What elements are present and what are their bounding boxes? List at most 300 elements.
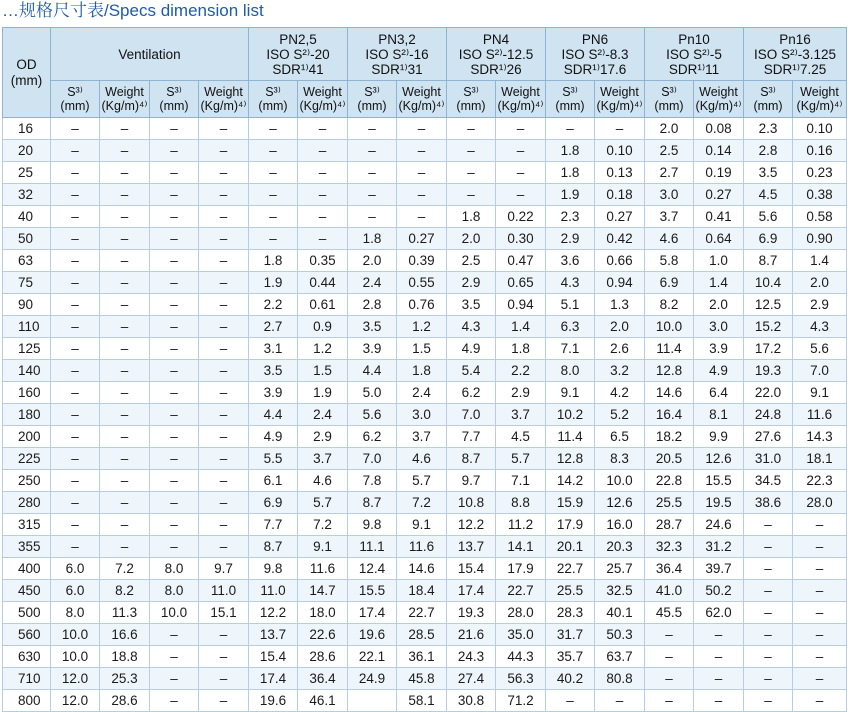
thickness-cell: –: [150, 162, 199, 184]
subheader-line: Weight: [600, 85, 639, 99]
thickness-cell: –: [150, 140, 199, 162]
weight-cell: 0.9: [298, 316, 348, 338]
table-row: [3, 118, 847, 140]
group-header-line: SDR¹⁾7.25: [763, 61, 827, 77]
weight-cell: –: [199, 536, 249, 558]
od-cell: 75: [3, 272, 51, 294]
weight-cell: 0.10: [595, 140, 645, 162]
thickness-cell: –: [744, 624, 793, 646]
thickness-cell: –: [348, 140, 397, 162]
weight-cell: 3.7: [397, 426, 447, 448]
weight-cell: –: [100, 316, 150, 338]
thickness-cell: –: [447, 184, 496, 206]
thickness-cell: –: [51, 206, 100, 228]
thickness-cell: 45.5: [645, 602, 694, 624]
weight-cell: 0.38: [793, 184, 847, 206]
group-header-line: SDR¹⁾11: [668, 61, 720, 77]
weight-cell: –: [199, 426, 249, 448]
group-header-line: PN2,5: [279, 31, 317, 47]
thickness-cell: 10.8: [447, 492, 496, 514]
weight-cell: 32.5: [595, 580, 645, 602]
thickness-cell: 4.9: [249, 426, 298, 448]
thickness-cell: –: [150, 272, 199, 294]
thickness-cell: 17.4: [447, 580, 496, 602]
od-cell: 140: [3, 360, 51, 382]
table-row: [3, 558, 847, 580]
thickness-cell: 31.7: [546, 624, 595, 646]
weight-cell: 28.0: [496, 602, 546, 624]
table-row: [3, 580, 847, 602]
thickness-cell: –: [51, 228, 100, 250]
weight-cell: –: [199, 118, 249, 140]
thickness-cell: 12.0: [51, 690, 100, 712]
thickness-cell: –: [150, 690, 199, 712]
table-row: [3, 668, 847, 690]
thickness-cell: –: [348, 206, 397, 228]
subheader-line: S³⁾: [463, 85, 479, 99]
weight-cell: –: [199, 316, 249, 338]
group-header-line: Pn16: [779, 31, 811, 47]
group-header-line: ISO S²⁾-12.5: [458, 46, 534, 62]
thickness-cell: –: [51, 448, 100, 470]
subheader-line: (Kg/m)⁴⁾: [695, 99, 742, 113]
weight-cell: –: [100, 294, 150, 316]
table-row: [3, 382, 847, 404]
thickness-cell: 2.7: [645, 162, 694, 184]
thickness-cell: –: [150, 316, 199, 338]
thickness-cell: 8.7: [348, 492, 397, 514]
thickness-cell: 15.9: [546, 492, 595, 514]
weight-cell: 6.5: [595, 426, 645, 448]
od-header-unit: (mm): [10, 72, 43, 88]
weight-cell: 2.0: [694, 294, 744, 316]
thickness-cell: 7.7: [447, 426, 496, 448]
thickness-cell: 7.0: [447, 404, 496, 426]
thickness-cell: 17.9: [546, 514, 595, 536]
table-row: [3, 602, 847, 624]
group-header-line: SDR¹⁾31: [371, 61, 423, 77]
weight-cell: 2.4: [397, 382, 447, 404]
weight-cell: 22.7: [496, 580, 546, 602]
thickness-cell: –: [150, 206, 199, 228]
group-header-line: PN6: [581, 31, 609, 47]
subheader-line: (Kg/m)⁴⁾: [596, 99, 643, 113]
thickness-cell: 4.3: [546, 272, 595, 294]
weight-cell: 36.1: [397, 646, 447, 668]
thickness-cell: 10.2: [546, 404, 595, 426]
thickness-cell: –: [348, 162, 397, 184]
weight-cell: 0.16: [793, 140, 847, 162]
weight-cell: 14.1: [496, 536, 546, 558]
thickness-cell: 1.9: [249, 272, 298, 294]
weight-cell: 1.2: [298, 338, 348, 360]
thickness-cell: 8.0: [51, 602, 100, 624]
weight-cell: 3.0: [694, 316, 744, 338]
weight-cell: 2.4: [298, 404, 348, 426]
thickness-cell: 5.4: [447, 360, 496, 382]
weight-cell: 19.5: [694, 492, 744, 514]
weight-cell: 3.0: [397, 404, 447, 426]
weight-cell: –: [199, 514, 249, 536]
od-cell: 125: [3, 338, 51, 360]
weight-cell: –: [199, 338, 249, 360]
thickness-cell: 32.3: [645, 536, 694, 558]
od-cell: 63: [3, 250, 51, 272]
weight-cell: –: [694, 668, 744, 690]
weight-cell: 0.30: [496, 228, 546, 250]
weight-cell: –: [793, 514, 847, 536]
thickness-cell: 3.9: [249, 382, 298, 404]
thickness-cell: 18.2: [645, 426, 694, 448]
weight-cell: 28.6: [100, 690, 150, 712]
thickness-cell: –: [348, 118, 397, 140]
weight-cell: 14.6: [397, 558, 447, 580]
weight-cell: 9.7: [199, 558, 249, 580]
group-header: [348, 28, 447, 81]
od-cell: 280: [3, 492, 51, 514]
thickness-cell: –: [51, 316, 100, 338]
thickness-header: [249, 81, 298, 118]
thickness-cell: 35.7: [546, 646, 595, 668]
subheader-line: (mm): [357, 99, 387, 113]
weight-cell: 2.6: [595, 338, 645, 360]
weight-cell: 0.58: [793, 206, 847, 228]
weight-cell: 0.66: [595, 250, 645, 272]
weight-header: [199, 81, 249, 118]
thickness-cell: 11.4: [645, 338, 694, 360]
thickness-cell: 2.2: [249, 294, 298, 316]
weight-cell: 5.7: [298, 492, 348, 514]
weight-cell: 12.6: [595, 492, 645, 514]
od-cell: 40: [3, 206, 51, 228]
thickness-cell: –: [150, 382, 199, 404]
thickness-cell: 7.1: [546, 338, 595, 360]
thickness-cell: 12.5: [744, 294, 793, 316]
weight-cell: 5.2: [595, 404, 645, 426]
group-header-line: Pn10: [678, 31, 710, 47]
weight-cell: –: [397, 162, 447, 184]
thickness-cell: –: [348, 184, 397, 206]
thickness-cell: –: [51, 382, 100, 404]
weight-cell: –: [199, 668, 249, 690]
thickness-cell: 3.9: [348, 338, 397, 360]
weight-cell: 16.6: [100, 624, 150, 646]
weight-cell: –: [595, 118, 645, 140]
od-cell: 355: [3, 536, 51, 558]
thickness-cell: –: [150, 250, 199, 272]
weight-cell: 14.3: [793, 426, 847, 448]
group-header: [447, 28, 546, 81]
thickness-cell: 12.8: [546, 448, 595, 470]
group-header: [249, 28, 348, 81]
weight-cell: 0.23: [793, 162, 847, 184]
subheader-line: Weight: [402, 85, 441, 99]
thickness-cell: 36.4: [645, 558, 694, 580]
thickness-cell: 4.9: [447, 338, 496, 360]
thickness-cell: 27.4: [447, 668, 496, 690]
group-header-line: PN4: [482, 31, 510, 47]
thickness-cell: 4.4: [348, 360, 397, 382]
thickness-cell: 7.0: [348, 448, 397, 470]
weight-cell: –: [199, 206, 249, 228]
page-title: …规格尺寸表/Specs dimension list: [2, 1, 264, 20]
weight-cell: –: [496, 140, 546, 162]
od-header: [3, 28, 51, 118]
thickness-cell: –: [150, 514, 199, 536]
group-header-line: ISO S²⁾-8.3: [561, 46, 629, 62]
thickness-cell: 8.0: [150, 558, 199, 580]
weight-cell: 4.3: [793, 316, 847, 338]
weight-cell: –: [199, 646, 249, 668]
weight-cell: –: [199, 140, 249, 162]
group-header-line: SDR¹⁾26: [470, 61, 522, 77]
thickness-cell: –: [150, 668, 199, 690]
thickness-cell: 2.3: [744, 118, 793, 140]
weight-cell: 0.35: [298, 250, 348, 272]
weight-cell: –: [100, 382, 150, 404]
weight-cell: 0.55: [397, 272, 447, 294]
thickness-cell: 2.9: [447, 272, 496, 294]
thickness-cell: 12.2: [249, 602, 298, 624]
thickness-header: [744, 81, 793, 118]
weight-header: [298, 81, 348, 118]
thickness-cell: –: [150, 624, 199, 646]
subheader-line: (Kg/m)⁴⁾: [497, 99, 544, 113]
thickness-header: [447, 81, 496, 118]
weight-header: [793, 81, 847, 118]
thickness-cell: 28.7: [645, 514, 694, 536]
thickness-cell: 6.1: [249, 470, 298, 492]
thickness-cell: 3.5: [744, 162, 793, 184]
thickness-cell: –: [150, 228, 199, 250]
weight-cell: 0.10: [793, 118, 847, 140]
weight-cell: 40.1: [595, 602, 645, 624]
weight-cell: –: [793, 624, 847, 646]
weight-cell: –: [793, 690, 847, 712]
thickness-cell: 2.0: [645, 118, 694, 140]
weight-cell: 2.9: [793, 294, 847, 316]
weight-cell: 0.94: [595, 272, 645, 294]
weight-cell: 1.4: [793, 250, 847, 272]
thickness-cell: –: [51, 360, 100, 382]
thickness-cell: 12.4: [348, 558, 397, 580]
od-cell: 16: [3, 118, 51, 140]
weight-cell: 14.7: [298, 580, 348, 602]
weight-cell: –: [298, 162, 348, 184]
od-cell: 90: [3, 294, 51, 316]
weight-cell: –: [298, 228, 348, 250]
thickness-cell: 6.2: [447, 382, 496, 404]
thickness-cell: 31.0: [744, 448, 793, 470]
thickness-cell: 20.5: [645, 448, 694, 470]
weight-cell: 9.1: [397, 514, 447, 536]
weight-cell: 3.2: [595, 360, 645, 382]
subheader-line: Weight: [105, 85, 144, 99]
od-cell: 450: [3, 580, 51, 602]
weight-cell: –: [298, 118, 348, 140]
weight-cell: 0.27: [694, 184, 744, 206]
subheader-line: (mm): [258, 99, 288, 113]
weight-cell: 5.7: [397, 470, 447, 492]
weight-cell: 0.90: [793, 228, 847, 250]
thickness-cell: –: [51, 338, 100, 360]
weight-cell: 2.0: [595, 316, 645, 338]
thickness-cell: –: [150, 184, 199, 206]
group-header-line: ISO S²⁾-3.125: [753, 46, 837, 62]
weight-cell: –: [496, 118, 546, 140]
weight-cell: 22.6: [298, 624, 348, 646]
thickness-cell: 5.0: [348, 382, 397, 404]
weight-cell: –: [100, 470, 150, 492]
weight-cell: 16.0: [595, 514, 645, 536]
weight-cell: –: [100, 206, 150, 228]
thickness-cell: –: [51, 426, 100, 448]
weight-cell: –: [199, 228, 249, 250]
weight-cell: 0.27: [397, 228, 447, 250]
weight-header: [694, 81, 744, 118]
thickness-cell: –: [249, 162, 298, 184]
thickness-cell: 8.0: [546, 360, 595, 382]
weight-cell: –: [100, 250, 150, 272]
weight-cell: 18.8: [100, 646, 150, 668]
weight-cell: 7.1: [496, 470, 546, 492]
thickness-cell: 22.1: [348, 646, 397, 668]
thickness-cell: 25.5: [546, 580, 595, 602]
thickness-cell: 10.0: [645, 316, 694, 338]
weight-cell: 3.9: [694, 338, 744, 360]
weight-cell: 62.0: [694, 602, 744, 624]
weight-cell: –: [100, 426, 150, 448]
od-cell: 200: [3, 426, 51, 448]
table-row: [3, 140, 847, 162]
weight-cell: 0.76: [397, 294, 447, 316]
subheader-line: Weight: [204, 85, 243, 99]
thickness-cell: 14.6: [645, 382, 694, 404]
weight-cell: 8.1: [694, 404, 744, 426]
weight-cell: –: [298, 140, 348, 162]
weight-cell: 12.6: [694, 448, 744, 470]
weight-cell: 9.1: [793, 382, 847, 404]
thickness-cell: 4.6: [645, 228, 694, 250]
thickness-cell: –: [150, 360, 199, 382]
thickness-cell: 2.4: [348, 272, 397, 294]
thickness-header: [51, 81, 100, 118]
thickness-cell: 5.8: [645, 250, 694, 272]
thickness-cell: 2.0: [447, 228, 496, 250]
subheader-line: (Kg/m)⁴⁾: [101, 99, 148, 113]
group-header: [546, 28, 645, 81]
od-cell: 160: [3, 382, 51, 404]
weight-cell: –: [199, 624, 249, 646]
od-cell: 315: [3, 514, 51, 536]
thickness-cell: –: [249, 206, 298, 228]
weight-cell: 11.6: [298, 558, 348, 580]
thickness-cell: 5.1: [546, 294, 595, 316]
weight-cell: 11.6: [397, 536, 447, 558]
thickness-cell: –: [51, 470, 100, 492]
thickness-cell: 11.1: [348, 536, 397, 558]
weight-cell: 15.5: [694, 470, 744, 492]
weight-cell: 0.47: [496, 250, 546, 272]
weight-cell: –: [298, 184, 348, 206]
thickness-cell: 12.8: [645, 360, 694, 382]
weight-cell: 46.1: [298, 690, 348, 712]
thickness-header: [645, 81, 694, 118]
od-cell: 250: [3, 470, 51, 492]
table-row: [3, 470, 847, 492]
weight-cell: 11.0: [199, 580, 249, 602]
weight-cell: 1.9: [298, 382, 348, 404]
subheader-line: S³⁾: [67, 85, 83, 99]
table-row: [3, 514, 847, 536]
weight-cell: 22.7: [397, 602, 447, 624]
weight-cell: 11.6: [793, 404, 847, 426]
weight-cell: 4.2: [595, 382, 645, 404]
thickness-cell: 6.0: [51, 580, 100, 602]
weight-cell: 7.0: [793, 360, 847, 382]
specs-table: [2, 27, 847, 712]
weight-cell: 0.27: [595, 206, 645, 228]
thickness-cell: –: [645, 668, 694, 690]
thickness-cell: 9.8: [348, 514, 397, 536]
weight-cell: 8.8: [496, 492, 546, 514]
weight-cell: 1.2: [397, 316, 447, 338]
thickness-cell: 41.0: [645, 580, 694, 602]
thickness-cell: 13.7: [447, 536, 496, 558]
weight-cell: 39.7: [694, 558, 744, 580]
od-cell: 400: [3, 558, 51, 580]
thickness-cell: 4.5: [744, 184, 793, 206]
weight-cell: 0.64: [694, 228, 744, 250]
od-cell: 560: [3, 624, 51, 646]
thickness-cell: 11.4: [546, 426, 595, 448]
thickness-cell: 3.1: [249, 338, 298, 360]
thickness-cell: 21.6: [447, 624, 496, 646]
thickness-cell: 6.2: [348, 426, 397, 448]
thickness-cell: 10.0: [51, 624, 100, 646]
weight-header: [397, 81, 447, 118]
thickness-header: [150, 81, 199, 118]
thickness-cell: 15.5: [348, 580, 397, 602]
thickness-cell: 22.0: [744, 382, 793, 404]
group-header: [51, 28, 249, 81]
od-cell: 630: [3, 646, 51, 668]
weight-cell: –: [793, 536, 847, 558]
subheader-line: S³⁾: [364, 85, 380, 99]
od-cell: 110: [3, 316, 51, 338]
thickness-cell: –: [645, 624, 694, 646]
thickness-cell: 3.5: [249, 360, 298, 382]
weight-cell: –: [199, 470, 249, 492]
subheader-line: (mm): [753, 99, 783, 113]
thickness-cell: –: [645, 646, 694, 668]
thickness-cell: –: [744, 646, 793, 668]
weight-cell: 4.5: [496, 426, 546, 448]
weight-cell: 0.13: [595, 162, 645, 184]
weight-cell: 1.4: [694, 272, 744, 294]
weight-cell: –: [199, 272, 249, 294]
weight-cell: 3.7: [298, 448, 348, 470]
weight-cell: 1.5: [397, 338, 447, 360]
thickness-cell: 9.1: [546, 382, 595, 404]
weight-cell: 45.8: [397, 668, 447, 690]
table-header: [3, 28, 847, 118]
weight-cell: –: [100, 360, 150, 382]
thickness-cell: –: [249, 118, 298, 140]
weight-cell: 0.44: [298, 272, 348, 294]
thickness-cell: 7.7: [249, 514, 298, 536]
od-cell: 800: [3, 690, 51, 712]
